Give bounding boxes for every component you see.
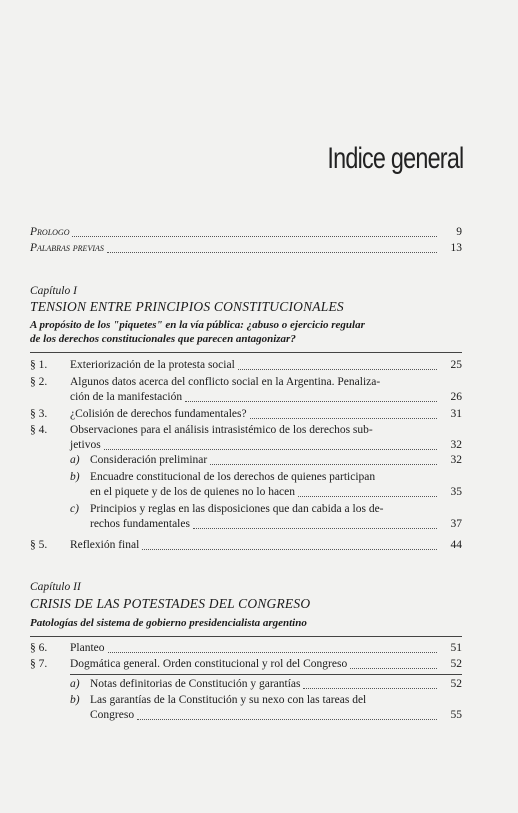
dot-leader <box>193 517 437 529</box>
subsection-letter: b) <box>70 694 80 706</box>
dot-leader <box>250 407 437 419</box>
dot-leader <box>303 677 437 689</box>
subsection-letter: a) <box>70 454 80 466</box>
dot-leader <box>185 390 437 402</box>
dot-leader <box>350 657 437 669</box>
chapter-subtitle: Patologías del sistema de gobierno presidencialista argentino <box>30 617 307 629</box>
section-number: § 6. <box>30 642 48 654</box>
subsection-letter: c) <box>70 503 79 515</box>
toc-page-number: 44 <box>450 539 462 551</box>
section-text: Reflexión final <box>70 539 140 551</box>
toc-page-number: 51 <box>450 642 462 654</box>
section-number: § 3. <box>30 408 48 420</box>
chapter-title: CRISIS DE LAS POTESTADES DEL CONGRESO <box>30 596 311 611</box>
dot-leader <box>142 538 437 550</box>
toc-section[interactable] <box>30 407 462 422</box>
subsection-text: Encuadre constitucional de los derechos de quienes participan <box>90 471 376 483</box>
dot-leader <box>238 358 437 370</box>
divider <box>30 636 462 637</box>
dot-leader <box>210 453 437 465</box>
toc-entry-label: Prologo <box>30 226 70 238</box>
toc-page-number: 32 <box>450 454 462 466</box>
subsection-text-cont: Congreso <box>90 709 135 721</box>
section-text-cont: ción de la manifestación <box>70 391 183 403</box>
subsection-text: Consideración preliminar <box>90 454 208 466</box>
divider <box>70 674 462 675</box>
chapter-subtitle: de los derechos constitucionales que parecen antagonizar? <box>30 333 296 345</box>
chapter-label: Capítulo I <box>30 285 77 297</box>
toc-page-number: 37 <box>450 518 462 530</box>
subsection-text-cont: rechos fundamentales <box>90 518 190 530</box>
toc-page-number: 52 <box>450 678 462 690</box>
section-number: § 4. <box>30 424 48 436</box>
section-text: Algunos datos acerca del conflicto social en la Argentina. Penaliza- <box>70 376 381 388</box>
toc-page-number: 13 <box>450 242 462 254</box>
subsection-text: Principios y reglas en las disposiciones que dan cabida a los de- <box>90 503 384 515</box>
toc-entry-prologo[interactable] <box>30 225 462 240</box>
section-number: § 7. <box>30 658 48 670</box>
chapter-title: TENSION ENTRE PRINCIPIOS CONSTITUCIONALES <box>30 299 344 314</box>
section-number: § 5. <box>30 539 48 551</box>
toc-subsection[interactable] <box>70 453 462 468</box>
subsection-letter: b) <box>70 471 80 483</box>
chapter-label: Capítulo II <box>30 581 81 593</box>
toc-page-number: 9 <box>456 226 462 238</box>
section-text-cont: jetivos <box>70 439 101 451</box>
subsection-text: Notas definitorias de Constitución y garantías <box>90 678 301 690</box>
section-text: Planteo <box>70 642 105 654</box>
toc-page-number: 32 <box>450 439 462 451</box>
subsection-text: Las garantías de la Constitución y su nexo con las tareas del <box>90 694 367 706</box>
section-text: Observaciones para el análisis intrasistémico de los derechos sub- <box>70 424 373 436</box>
toc-page-number: 25 <box>450 359 462 371</box>
toc-section[interactable] <box>30 375 462 405</box>
section-text: ¿Colisión de derechos fundamentales? <box>70 408 247 420</box>
toc-page-number: 52 <box>450 658 462 670</box>
show-through <box>40 30 488 140</box>
subsection-letter: a) <box>70 678 80 690</box>
dot-leader <box>72 236 437 237</box>
dot-leader <box>107 252 437 253</box>
section-text: Exteriorización de la protesta social <box>70 359 235 371</box>
toc-section[interactable] <box>30 657 462 672</box>
dot-leader <box>108 641 438 653</box>
section-number: § 1. <box>30 359 48 371</box>
toc-page-number: 35 <box>450 486 462 498</box>
divider <box>30 352 462 353</box>
toc-entry-label: Palabras previas <box>30 242 104 254</box>
chapter-subtitle: A propósito de los "piquetes" en la vía pública: ¿abuso o ejercicio regular <box>30 319 365 331</box>
toc-subsection[interactable] <box>70 677 462 692</box>
toc-subsection[interactable] <box>70 693 462 723</box>
dot-leader <box>104 438 437 450</box>
toc-subsection[interactable] <box>70 502 462 532</box>
section-text: Dogmática general. Orden constitucional y rol del Congreso <box>70 658 348 670</box>
toc-section[interactable] <box>30 423 462 453</box>
toc-page-number: 31 <box>450 408 462 420</box>
toc-section[interactable] <box>30 641 462 656</box>
section-number: § 2. <box>30 376 48 388</box>
dot-leader <box>137 708 437 720</box>
toc-page-number: 55 <box>450 709 462 721</box>
toc-subsection[interactable] <box>70 470 462 500</box>
toc-section[interactable] <box>30 538 462 553</box>
subsection-text-cont: en el piquete y de los de quienes no lo hacen <box>90 486 296 498</box>
toc-section[interactable] <box>30 358 462 373</box>
toc-page-number: 26 <box>450 391 462 403</box>
page-title: Indice general <box>326 142 463 175</box>
dot-leader <box>298 485 437 497</box>
toc-entry-palabras-previas[interactable] <box>30 241 462 256</box>
